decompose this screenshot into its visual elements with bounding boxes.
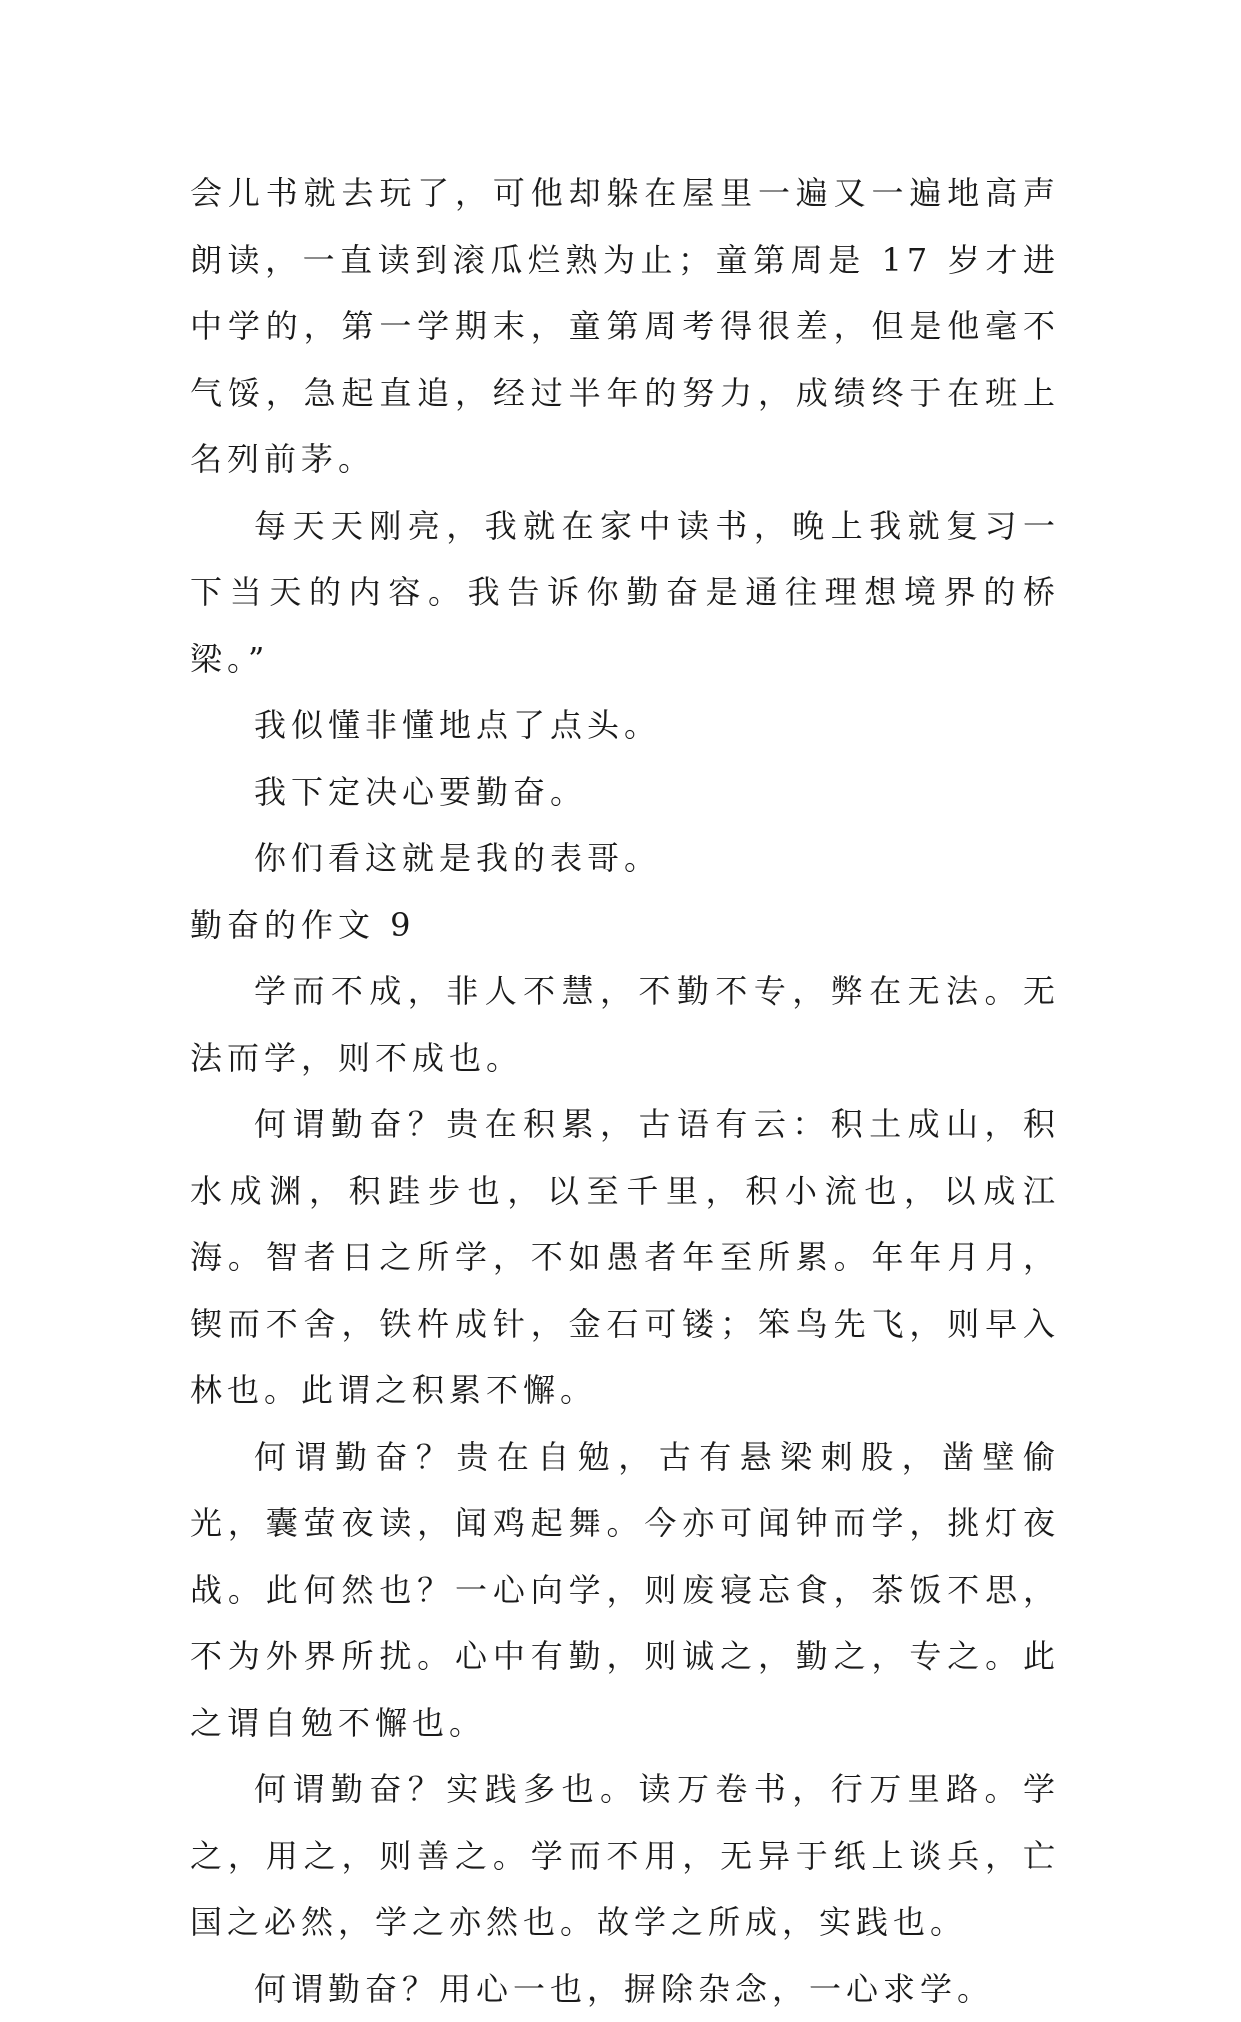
paragraph: 会儿书就去玩了，可他却躲在屋里一遍又一遍地高声朗读，一直读到滚瓜烂熟为止；童第周是 17 岁才进中学的，第一学期末，童第周考得很差，但是他毫不气馁，急起直追，经过半年的努力，成绩终于在班上名列前茅。	[190, 160, 1060, 493]
paragraph: 每天天刚亮，我就在家中读书，晚上我就复习一下当天的内容。我告诉你勤奋是通往理想境界的桥梁。”	[190, 493, 1060, 693]
paragraph: 学而不成，非人不慧，不勤不专，弊在无法。无法而学，则不成也。	[190, 958, 1060, 1091]
paragraph: 我下定决心要勤奋。	[190, 759, 1060, 826]
paragraph: 何谓勤奋？贵在积累，古语有云：积土成山，积水成渊，积跬步也，以至千里，积小流也，以成江海。智者日之所学，不如愚者年至所累。年年月月，锲而不舍，铁杵成针，金石可镂；笨鸟先飞，则早入林也。此谓之积累不懈。	[190, 1091, 1060, 1424]
paragraph: 我似懂非懂地点了点头。	[190, 692, 1060, 759]
section-heading: 勤奋的作文 9	[190, 892, 1060, 959]
paragraph: 何谓勤奋？实践多也。读万卷书，行万里路。学之，用之，则善之。学而不用，无异于纸上谈兵，亡国之必然，学之亦然也。故学之所成，实践也。	[190, 1756, 1060, 1956]
paragraph: 你们看这就是我的表哥。	[190, 825, 1060, 892]
document-body	[190, 160, 1060, 2022]
paragraph: 何谓勤奋？贵在自勉，古有悬梁刺股，凿壁偷光，囊萤夜读，闻鸡起舞。今亦可闻钟而学，挑灯夜战。此何然也？一心向学，则废寝忘食，茶饭不思，不为外界所扰。心中有勤，则诚之，勤之，专之。此之谓自勉不懈也。	[190, 1424, 1060, 1757]
paragraph: 何谓勤奋？用心一也，摒除杂念，一心求学。	[190, 1956, 1060, 2022]
